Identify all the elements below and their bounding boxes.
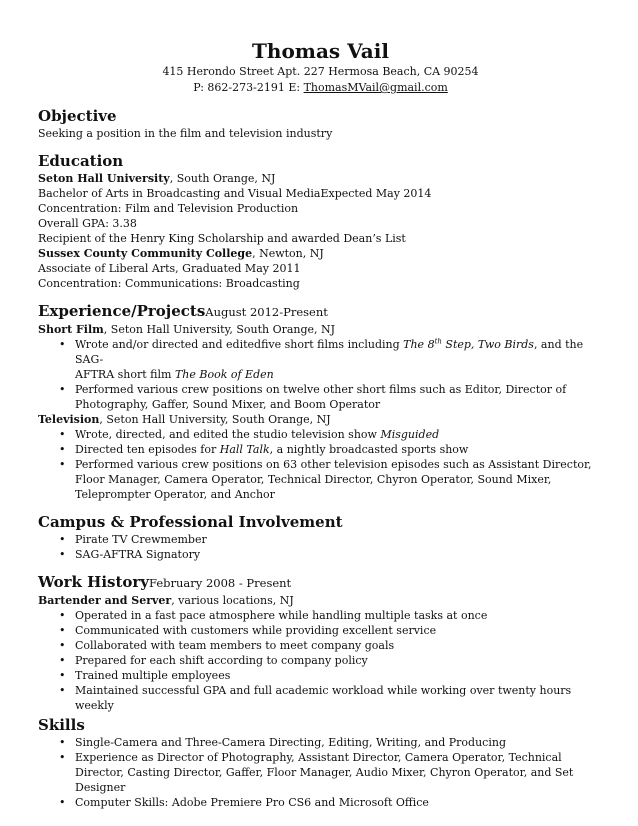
- experience-title: Experience/Projects: [38, 302, 206, 320]
- list-item: [59, 750, 603, 795]
- resume-page: [38, 38, 603, 810]
- education-heading: Education: [38, 152, 124, 170]
- phone-text: P: 862-273-2191 E:: [193, 81, 304, 94]
- school-name: Sussex County Community College: [38, 247, 253, 260]
- item-sup: th: [434, 337, 442, 346]
- resume-name: Thomas Vail: [252, 39, 389, 63]
- school-location: , South Orange, NJ: [169, 172, 276, 185]
- short-film-list: [38, 337, 603, 412]
- work-title: Work History: [38, 573, 150, 591]
- television-list: [38, 427, 603, 502]
- skills-list: [38, 735, 603, 810]
- list-item: [59, 653, 603, 668]
- education-school-1: [38, 171, 603, 186]
- education-concentration: Concentration: Film and Television Production: [38, 202, 299, 215]
- item-text: Collaborated with team members to meet company goals: [75, 639, 395, 652]
- item-text: Wrote and/or directed and editedfive short films including: [75, 338, 404, 351]
- item-text: Prepared for each shift according to company policy: [75, 654, 368, 667]
- item-text: Directed ten episodes for: [75, 443, 220, 456]
- education-honors: Recipient of the Henry King Scholarship and awarded Dean’s List: [38, 232, 406, 245]
- item-text: Trained multiple employees: [75, 669, 231, 682]
- item-text: AFTRA short film: [75, 368, 175, 381]
- television-role: [38, 412, 603, 427]
- item-text: Maintained successful GPA and full academic workload while working over twenty hours weekly: [75, 684, 572, 712]
- campus-list: [38, 532, 603, 562]
- item-text: Wrote, directed, and edited the studio television show: [75, 428, 381, 441]
- experience-heading: [38, 301, 603, 322]
- list-item: [59, 735, 603, 750]
- list-item: [59, 532, 603, 547]
- bullet-icon: •: [59, 383, 66, 396]
- education-gpa: Overall GPA: 3.38: [38, 217, 137, 230]
- item-italic: Step, Two Birds: [441, 338, 534, 351]
- item-italic: Misguided: [380, 428, 440, 441]
- education-degree-2: Associate of Liberal Arts, Graduated May 2011: [38, 262, 301, 275]
- item-text: , a nightly broadcasted sports show: [269, 443, 469, 456]
- item-text: Single-Camera and Three-Camera Directing, Editing, Writing, and Producing: [75, 736, 506, 749]
- bullet-icon: •: [59, 443, 66, 456]
- skills-heading: Skills: [38, 716, 85, 734]
- bullet-icon: •: [59, 338, 66, 351]
- work-heading: [38, 572, 603, 593]
- role-label: Television: [38, 413, 100, 426]
- list-item: [59, 337, 603, 382]
- work-role: [38, 593, 603, 608]
- education-concentration-2: Concentration: Communications: Broadcasting: [38, 277, 300, 290]
- contact-line: [38, 80, 603, 96]
- work-list: [38, 608, 603, 713]
- education-school-2: [38, 246, 603, 261]
- bullet-icon: •: [59, 624, 66, 637]
- bullet-icon: •: [59, 654, 66, 667]
- bullet-icon: •: [59, 609, 66, 622]
- list-item: [59, 442, 603, 457]
- list-item: [59, 427, 603, 442]
- bullet-icon: •: [59, 533, 66, 546]
- role-location: , Seton Hall University, South Orange, NJ: [103, 323, 336, 336]
- school-name: Seton Hall University: [38, 172, 170, 185]
- campus-heading: Campus & Professional Involvement: [38, 513, 343, 531]
- email-link[interactable]: ThomasMVail@gmail.com: [303, 81, 448, 94]
- short-film-role: [38, 322, 603, 337]
- item-text: Computer Skills: Adobe Premiere Pro CS6 and Microsoft Office: [75, 796, 429, 809]
- bullet-icon: •: [59, 736, 66, 749]
- education-degree: Bachelor of Arts in Broadcasting and Visual MediaExpected May 2014: [38, 187, 432, 200]
- bullet-icon: •: [59, 796, 66, 809]
- bullet-icon: •: [59, 684, 66, 697]
- list-item: [59, 547, 603, 562]
- bullet-icon: •: [59, 428, 66, 441]
- role-location: , Seton Hall University, South Orange, NJ: [99, 413, 331, 426]
- list-item: [59, 623, 603, 638]
- item-text: Operated in a fast pace atmosphere while handling multiple tasks at once: [75, 609, 488, 622]
- item-text: , and the SAG-: [75, 338, 584, 366]
- item-text: Communicated with customers while providing excellent service: [75, 624, 437, 637]
- list-item: [59, 608, 603, 623]
- list-item: [59, 382, 603, 412]
- experience-date: August 2012-Present: [205, 305, 328, 319]
- bullet-icon: •: [59, 669, 66, 682]
- item-italic: Hall Talk: [219, 443, 270, 456]
- item-text: Experience as Director of Photography, Assistant Director, Camera Operator, Technical Director, Casting Director, Gaffer, Floor Manager, Audio Mixer, Chyron Operator, and Set Designer: [75, 751, 574, 794]
- school-location: , Newton, NJ: [252, 247, 324, 260]
- item-text: Performed various crew positions on twelve other short films such as Editor, Director of Photography, Gaffer, Sound Mixer, and Boom Operator: [75, 383, 567, 411]
- role-label: Bartender and Server: [38, 594, 172, 607]
- list-item: [59, 457, 603, 502]
- objective-text: Seeking a position in the film and television industry: [38, 127, 333, 140]
- address-line: 415 Herondo Street Apt. 227 Hermosa Beach, CA 90254: [162, 65, 479, 78]
- role-location: , various locations, NJ: [171, 594, 294, 607]
- list-item: [59, 683, 603, 713]
- list-item: [59, 638, 603, 653]
- objective-heading: Objective: [38, 107, 117, 125]
- bullet-icon: •: [59, 639, 66, 652]
- bullet-icon: •: [59, 548, 66, 561]
- bullet-icon: •: [59, 458, 66, 471]
- role-label: Short Film: [38, 323, 104, 336]
- list-item: [59, 795, 603, 810]
- work-date: February 2008 - Present: [149, 576, 292, 590]
- item-italic: The Book of Eden: [174, 368, 274, 381]
- item-text: Pirate TV Crewmember: [75, 533, 207, 546]
- list-item: [59, 668, 603, 683]
- item-italic: The 8: [403, 338, 435, 351]
- item-text: SAG-AFTRA Signatory: [75, 548, 201, 561]
- bullet-icon: •: [59, 751, 66, 764]
- item-text: Performed various crew positions on 63 other television episodes such as Assistant Director, Floor Manager, Camera Operator, Technical Director, Chyron Operator, Sound Mixer, Teleprompter Operator, and Anchor: [75, 458, 592, 501]
